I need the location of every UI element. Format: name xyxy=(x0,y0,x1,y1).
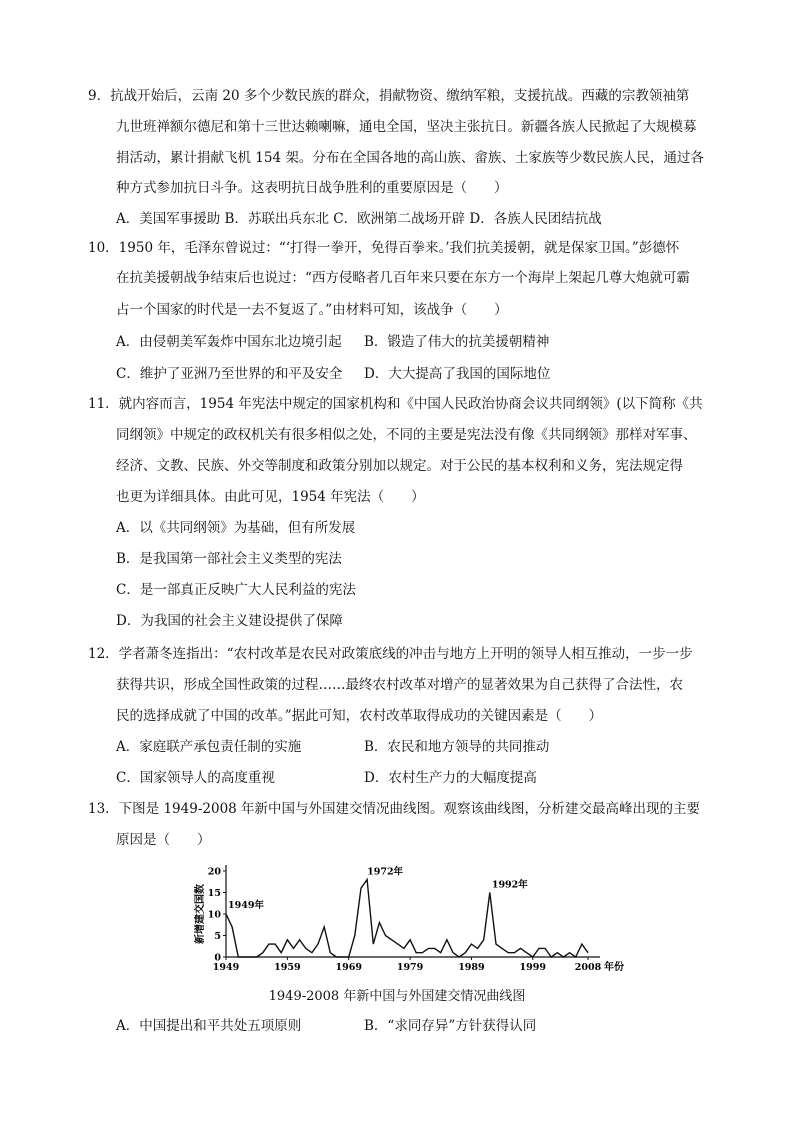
peak-annotation: 1992年 xyxy=(491,879,528,891)
x-tick-label: 1949 xyxy=(212,962,240,973)
q12-option-a: A．家庭联产承包责任制的实施 xyxy=(116,739,302,755)
y-tick-label: 0 xyxy=(214,952,221,964)
x-tick-label: 1969 xyxy=(335,962,362,973)
y-tick-label: 20 xyxy=(207,866,221,878)
y-tick-label: 10 xyxy=(207,909,221,921)
peak-annotation: 1972年 xyxy=(367,866,404,878)
q12-line-3: 民的选择成就了中国的改革。”据此可知，农村改革取得成功的关键因素是（ ） xyxy=(116,708,603,724)
q9-line-1: 9．抗战开始后，云南 20 多个少数民族的群众，捐献物资、缴纳军粮，支援抗战。西藏的宗教领袖第 xyxy=(88,88,690,104)
q13-option-b: B．“求同存异”方针获得认同 xyxy=(364,1018,537,1034)
x-tick-label: 1999 xyxy=(519,962,547,973)
x-tick-label: 2008 xyxy=(574,962,602,973)
q10-option-b: B．锻造了伟大的抗美援朝精神 xyxy=(364,334,550,350)
y-tick-label: 15 xyxy=(207,888,221,899)
q11-option-d: D．为我国的社会主义建设提供了保障 xyxy=(116,613,343,629)
q11-option-a: A．以《共同纲领》为基础，但有所发展 xyxy=(116,520,356,536)
x-tick-label: 1989 xyxy=(458,962,485,973)
diplomatic-relations-line-chart xyxy=(180,855,640,980)
peak-annotation: 1949年 xyxy=(228,900,264,911)
q10-line-3: 占一个国家的时代是一去不复返了。”由材料可知，该战争（ ） xyxy=(116,302,508,318)
q11-option-c: C．是一部真正反映广大人民利益的宪法 xyxy=(116,582,356,598)
q11-line-3: 经济、文教、民族、外交等制度和政策分别加以规定。对于公民的基本权利和义务，宪法规定得 xyxy=(116,458,683,474)
q13-line-1: 13．下图是 1949-2008 年新中国与外国建交情况曲线图。观察该曲线图，分析建交最高峰出现的主要 xyxy=(88,801,701,817)
q9-options: A．美国军事援助 B．苏联出兵东北 C．欧洲第二战场开辟 D．各族人民团结抗战 xyxy=(116,211,602,227)
x-axis-label: 年份 xyxy=(604,962,624,973)
q12-option-b: B．农民和地方领导的共同推动 xyxy=(364,739,550,755)
q12-option-c: C．国家领导人的高度重视 xyxy=(116,770,275,786)
q13-option-a: A．中国提出和平共处五项原则 xyxy=(116,1018,302,1034)
q12-line-2: 获得共识，形成全国性政策的过程……最终农村改革对增产的显著效果为自己获得了合法性，农 xyxy=(116,677,683,693)
q10-line-1: 10．1950 年，毛泽东曾说过：“‘打得一拳开，免得百拳来。’我们抗美援朝，就是保家卫国。”彭德怀 xyxy=(88,240,680,256)
x-tick-label: 1979 xyxy=(396,962,424,973)
q10-line-2: 在抗美援朝战争结束后也说过：“西方侵略者几百年来只要在东方一个海岸上架起几尊大炮就可霸 xyxy=(116,270,690,286)
x-tick-label: 1959 xyxy=(274,962,301,973)
q12-line-1: 12．学者萧冬连指出：“农村改革是农民对政策底线的冲击与地方上开明的领导人相互推动，一步一步 xyxy=(88,646,693,662)
chart-caption: 1949-2008 年新中国与外国建交情况曲线图 xyxy=(268,989,526,1004)
y-tick-label: 5 xyxy=(214,931,221,942)
q10-option-d: D．大大提高了我国的国际地位 xyxy=(364,366,551,382)
q10-option-c: C．维护了亚洲乃至世界的和平及安全 xyxy=(116,366,343,382)
q11-option-b: B．是我国第一部社会主义类型的宪法 xyxy=(116,551,342,567)
q11-line-4: 也更为详细具体。由此可见，1954 年宪法（ ） xyxy=(116,489,425,505)
q9-line-4: 种方式参加抗日斗争。这表明抗日战争胜利的重要原因是（ ） xyxy=(116,180,508,196)
q12-option-d: D．农村生产力的大幅度提高 xyxy=(364,770,537,786)
q9-line-3: 捐活动，累计捐献飞机 154 架。分布在全国各地的高山族、畲族、土家族等少数民族人民，通过各 xyxy=(116,150,704,166)
q11-line-1: 11．就内容而言，1954 年宪法中规定的国家机构和《中国人民政治协商会议共同纲领》(以下简称《共 xyxy=(88,396,703,412)
series-line xyxy=(226,880,588,957)
q10-option-a: A．由侵朝美军轰炸中国东北边境引起 xyxy=(116,334,342,350)
y-axis-label: 新增建交国数 xyxy=(195,884,206,944)
q9-line-2: 九世班禅额尔德尼和第十三世达赖喇嘛，通电全国，坚决主张抗日。新疆各族人民掀起了大规模募 xyxy=(116,119,697,135)
q13-line-2: 原因是（ ） xyxy=(116,832,211,848)
q11-line-2: 同纲领》中规定的政权机关有很多相似之处，不同的主要是宪法没有像《共同纲领》那样对军事、 xyxy=(116,427,697,443)
